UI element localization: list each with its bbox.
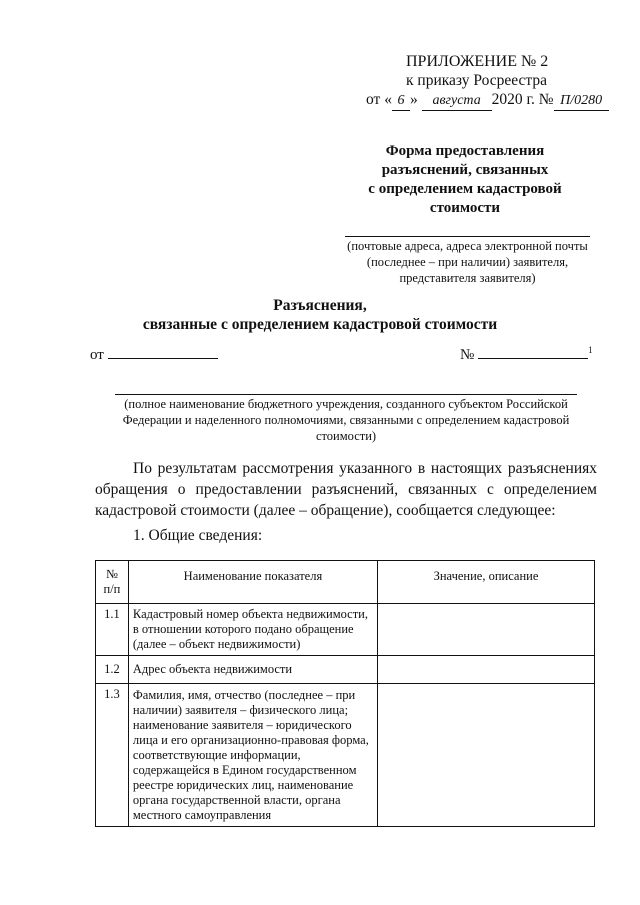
row-number: 1.1 [96,604,129,656]
address-note [335,238,600,286]
form-title-line: разъяснений, связанных [381,162,549,178]
section-title: 1. Общие сведения: [133,527,263,544]
institution-blank-line [115,394,577,395]
date-day: 6 [392,91,410,111]
document-title [140,296,500,334]
form-title [345,142,585,218]
institution-note [108,396,584,444]
intro-paragraph [95,458,597,521]
table-row [96,604,595,656]
institution-note-line: Федерации и наделенного полномочиями, связанными с определением кадастровой [122,413,570,427]
from-number-row [90,344,600,364]
row-value [378,604,595,656]
general-info-table [95,560,595,827]
date-month: августа [422,91,492,111]
form-title-line: стоимости [429,200,501,216]
document-title-line: Разъяснения, [273,297,367,314]
address-blank-line [345,236,590,237]
appendix-order-line: к приказу Росреестра [406,72,547,89]
order-number: П/0280 [554,91,609,111]
row-number: 1.3 [96,684,129,827]
form-title-line: с определением кадастровой [368,181,562,197]
address-note-line: (последнее – при наличии) заявителя, [366,255,569,269]
row-number: 1.2 [96,656,129,684]
number-label: № [460,347,475,363]
header-number: № п/п [96,561,129,604]
institution-note-line: стоимости) [315,429,377,443]
table-row [96,684,595,827]
date-prefix: от « [366,91,392,108]
row-value [378,656,595,684]
row-indicator: Фамилия, имя, отчество (последнее – при наличии) заявителя – физического лица; наименование заявителя – юридического лица и его организационно-правовая форма, соответствующие информации, содержащейся в Едином государственном реестре юридических лиц, наименование органа государственной власти, органа местного самоуправления [128,684,377,827]
footnote-mark: 1 [588,345,593,355]
document-title-line: связанные с определением кадастровой стоимости [142,316,498,333]
header-indicator: Наименование показателя [128,561,377,604]
address-note-line: представителя заявителя) [399,271,536,285]
date-year: 2020 г. № [491,91,554,108]
appendix-title: ПРИЛОЖЕНИЕ № 2 [406,53,549,70]
row-value [378,684,595,827]
form-title-line: Форма предоставления [385,143,545,159]
address-note-line: (почтовые адреса, адреса электронной почты [347,239,588,253]
number-field [460,344,593,364]
appendix-header [366,52,609,111]
institution-note-line: (полное наименование бюджетного учреждения, созданного субъектом Российской [124,397,568,411]
number-blank [478,344,588,359]
header-value: Значение, описание [378,561,595,604]
table-header-row [96,561,595,604]
appendix-date-line [366,90,609,111]
row-indicator: Адрес объекта недвижимости [128,656,377,684]
from-date-blank [108,344,218,359]
intro-paragraph-text: По результатам рассмотрения указанного в настоящих разъяснениях обращения о предоставлении разъяснений, связанных с определением кадастровой стоимости (далее – обращение), сообщается следующее: [95,460,597,519]
date-mid: » [409,91,418,108]
from-label: от [90,347,104,363]
row-indicator: Кадастровый номер объекта недвижимости, в отношении которого подано обращение (далее – объект недвижимости) [128,604,377,656]
table-row [96,656,595,684]
